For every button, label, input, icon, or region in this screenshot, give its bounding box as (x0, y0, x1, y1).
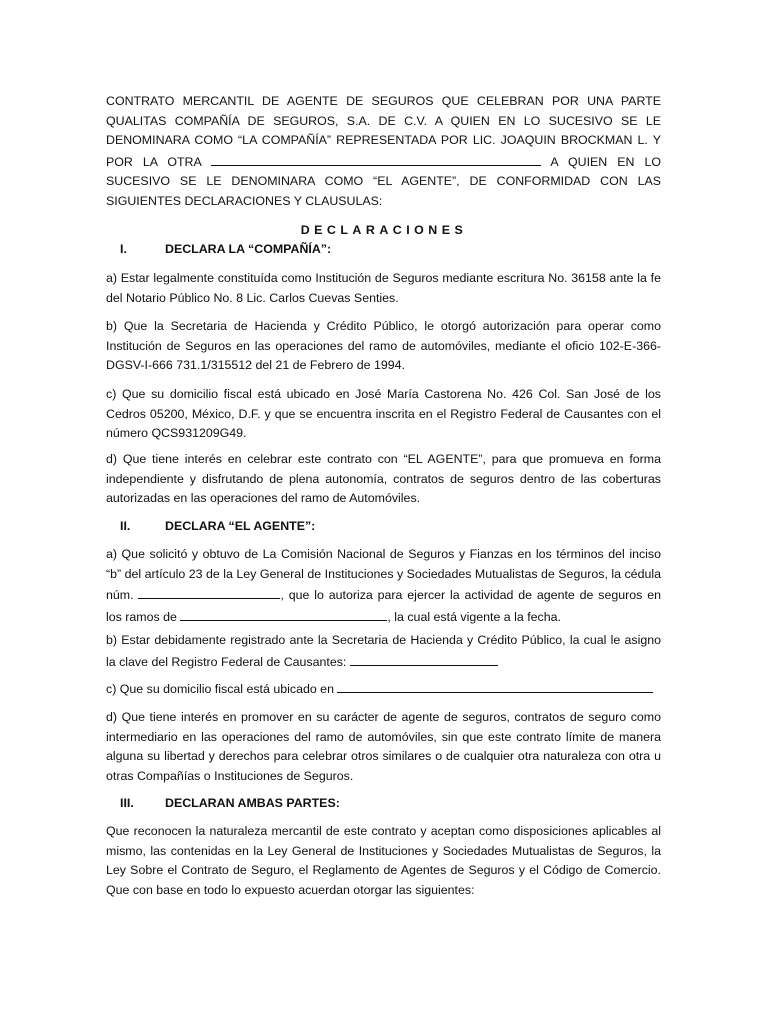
section-1-item-a: a) Estar legalmente constituída como Institución de Seguros mediante escritura No. 36158 ante la fe del Notario Público No. 8 Lic. Carlos Cuevas Senties. (106, 271, 661, 305)
cedula-blank (138, 584, 280, 599)
section-2-heading (106, 517, 661, 537)
section-3-title: DECLARAN AMBAS PARTES: (165, 796, 340, 810)
section-3-heading (106, 794, 661, 814)
section-1-item-b: b) Que la Secretaria de Hacienda y Crédito Público, le otorgó autorización para operar como Institución de Seguros en las operaciones del ramo de automóviles, mediante el oficio 102-E-366-DGSV-I-666 731.1/315512 del 21 de Febrero de 1994. (106, 319, 661, 372)
section-1-item-d: d) Que tiene interés en celebrar este contrato con “EL AGENTE”, para que promueva en forma independiente y disfrutando de plena autonomía, contratos de seguros dentro de las coberturas autorizadas en las operaciones del ramo de Automóviles. (106, 452, 661, 505)
section-2-item-c-text: c) Que su domicilio fiscal está ubicado en (106, 682, 334, 696)
title-text-part2: A QUIEN EN LO SUCESIVO SE LE DENOMINARA COMO “EL AGENTE”, DE CONFORMIDAD CON LAS SIGUIENTES DECLARACIONES Y CLAUSULAS: (106, 154, 661, 208)
contract-title (106, 92, 661, 211)
section-2-item-b-text: b) Estar debidamente registrado ante la Secretaria de Hacienda y Crédito Público, la cual le asigno la clave del Registro Federal de Causantes: (106, 633, 661, 669)
section-2-number: II. (120, 519, 131, 533)
title-text-part1: CONTRATO MERCANTIL DE AGENTE DE SEGUROS QUE CELEBRAN POR UNA PARTE QUALITAS COMPAÑÍA DE SEGUROS, S.A. DE C.V. A QUIEN EN LO SUCESIVO SE LE DENOMINARA COMO “LA COMPAÑÍA” REPRESENTADA POR LIC. JOAQUIN BROCKMAN L. Y POR LA OTRA (106, 94, 661, 169)
ramos-blank (180, 606, 387, 621)
section-3-number: III. (120, 796, 134, 810)
section-1-item-c: c) Que su domicilio fiscal está ubicado en José María Castorena No. 426 Col. San José de los Cedros 05200, México, D.F. y que se encuentra inscrita en el Registro Federal de Causantes con el número QCS931209G49. (106, 387, 661, 440)
section-2-item-c (106, 678, 661, 700)
rfc-blank (350, 651, 498, 666)
section-2-item-a (106, 545, 661, 627)
section-2-item-a-text3: , la cual está vigente a la fecha. (387, 609, 561, 624)
section-2-item-a-text2: , que lo autoriza para ejercer la actividad de agente de seguros en los ramos de (106, 588, 661, 624)
agent-name-blank (211, 151, 541, 166)
section-2-item-b (106, 631, 661, 672)
section-2-item-a-text1: a) Que solicitó y obtuvo de La Comisión Nacional de Seguros y Fianzas en los términos del inciso “b” del artículo 23 de la Ley General de Instituciones y Sociedades Mutualistas de Seguros, la cédula núm. (106, 547, 661, 602)
declaraciones-heading: DECLARACIONES (300, 223, 468, 237)
domicilio-blank (337, 678, 653, 693)
section-2-title: DECLARA “EL AGENTE”: (165, 519, 316, 533)
section-1-number: I. (120, 242, 127, 256)
section-1-heading (106, 240, 661, 260)
section-2-item-d: d) Que tiene interés en promover en su carácter de agente de seguros, contratos de seguro como intermediario en las operaciones del ramo de automóviles, sin que este contrato límite de manera alguna su libertad y derechos para celebrar otros similares o de cualquier otra naturaleza con otra u otras Compañías o Instituciones de Seguros. (106, 710, 661, 783)
section-3-text: Que reconocen la naturaleza mercantil de este contrato y aceptan como disposiciones aplicables al mismo, las contenidas en la Ley General de Instituciones y Sociedades Mutualistas de Seguros, la Ley Sobre el Contrato de Seguro, el Reglamento de Agentes de Seguros y el Código de Comercio. Que con base en todo lo expuesto acuerdan otorgar las siguientes: (106, 824, 661, 897)
section-1-title: DECLARA LA “COMPAÑÍA”: (165, 242, 332, 256)
